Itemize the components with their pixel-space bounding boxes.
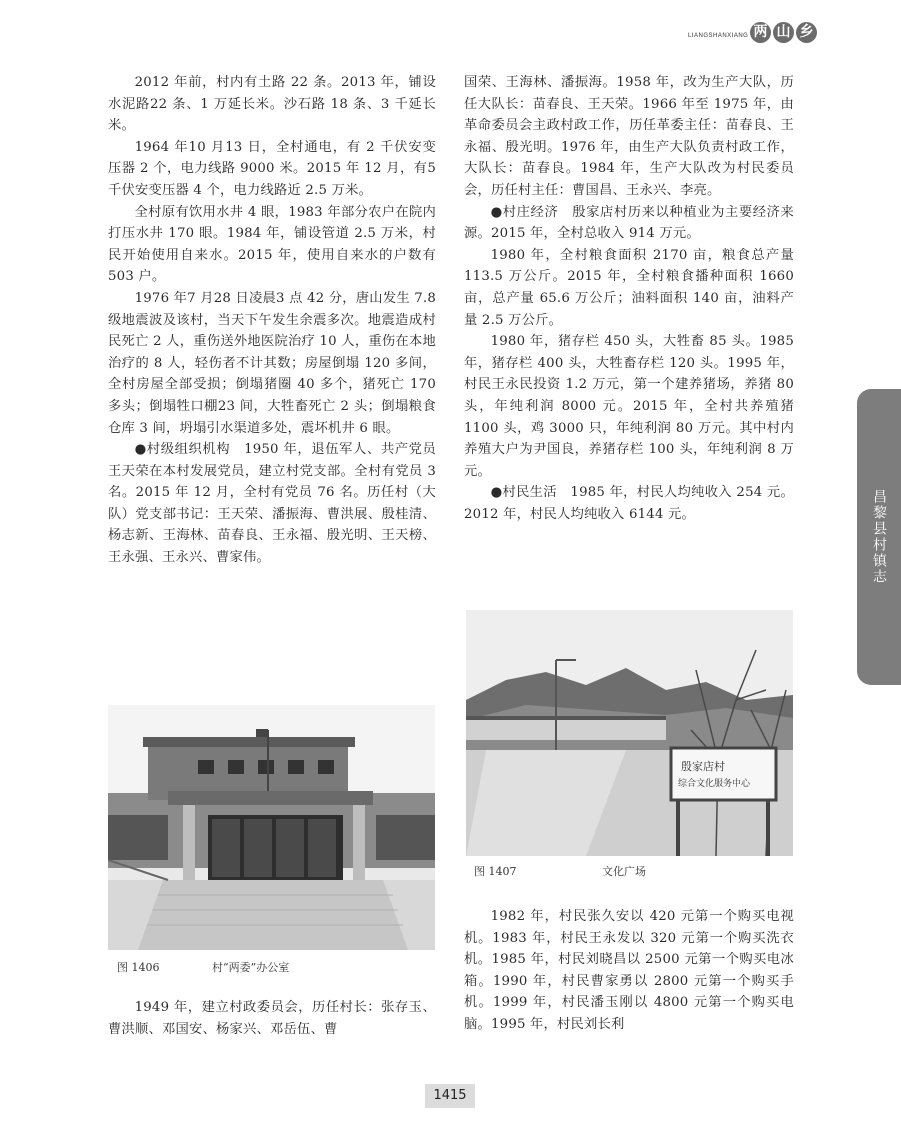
paragraph-economy: ●村庄经济 殷家店村历来以种植业为主要经济来源。2015 年，全村总收入 914 万元。 <box>464 204 794 242</box>
header-badge-liang: 两 <box>750 22 771 43</box>
side-tab-book-title: 昌黎县村镇志 <box>857 389 901 685</box>
header-title-badges <box>750 22 817 43</box>
paragraph-village-heads: 1949 年，建立村政委员会，历任村长：张存玉、曹洪顺、邓国安、杨家兴、邓岳伍、曹 <box>108 1000 436 1037</box>
paragraph-electricity: 1964 年10 月13 日，全村通电，有 2 千伏安变压器 2 个，电力线路 9000 米。2015 年 12 月，有5 千伏安变压器 4 个，电力线路近 2.5 万米。 <box>108 139 436 198</box>
sign-village-name: 殷家店村 <box>681 760 725 773</box>
left-column-text <box>108 72 436 569</box>
paragraph-appliances: 1982 年，村民张久安以 420 元第一个购买电视机。1983 年，村民王永发以 320 元第一个购买洗衣机。1985 年，村民刘晓昌以 2500 元第一个购买电冰箱。1990 年，村民曹家勇以 2800 元第一个购买手机。1999 年，村民潘玉刚以 4800 元第一个购买电脑。1995 年，村民刘长利 <box>464 909 794 1032</box>
figure-1406-number: 图 1406 <box>117 961 160 974</box>
figure-1407-number: 图 1407 <box>474 865 517 878</box>
paragraph-livestock: 1980 年，猪存栏 450 头，大牲畜 85 头。1985 年，猪存栏 400 头，大牲畜存栏 120 头。1995 年，村民王永民投资 1.2 万元，第一个建养猪场，养猪 80 头，年纯利润 8000 元。2015 年，全村共养殖猪 1100 头，鸡 3000 只，年纯利润 80 万元。其中村内养殖大户为尹国良，养猪存栏 100 头，年纯利润 8 万元。 <box>464 334 794 479</box>
paragraph-organization: ●村级组织机构 1950 年，退伍军人、共产党员王天荣在本村发展党员，建立村党支部。全村有党员 3 名。2015 年 12 月，全村有党员 76 名。历任村（大队）党支部书记：王天荣、潘振海、曹洪展、殷桂清、杨志新、王海林、苗春良、王永福、殷光明、王天榜、王永强、王永兴、曹家伟。 <box>108 442 436 566</box>
page-number: 1415 <box>425 1084 475 1108</box>
paragraph-roads: 2012 年前，村内有土路 22 条。2013 年，铺设水泥路22 条、1 万延长米。沙石路 18 条、3 千延长米。 <box>108 75 436 134</box>
left-column-text-bottom <box>108 997 436 1040</box>
paragraph-grain: 1980 年，全村粮食面积 2170 亩，粮食总产量 113.5 万公斤。2015 年，全村粮食播种面积 1660 亩，总产量 65.6 万公斤；油料面积 140 亩，油料产量 2.5 万公斤。 <box>464 247 794 328</box>
paragraph-earthquake: 1976 年7 月28 日凌晨3 点 42 分，唐山发生 7.8 级地震波及该村，当天下午发生余震多次。地震造成村民死亡 2 人，重伤送外地医院治疗 10 人，重伤在本地治疗的 8 人，轻伤者不计其数；房屋倒塌 120 多间，全村房屋全部受损；倒塌猪圈 40 多个，猪死亡 170 多头；倒塌牲口棚23 间，大牲畜死亡 2 头；倒塌粮食仓库 3 间，坍塌引水渠道多处，震坏机井 6 眼。 <box>108 290 436 436</box>
photo-village-office <box>108 705 435 950</box>
header-badge-shan: 山 <box>773 22 794 43</box>
photo-cultural-square <box>466 610 793 856</box>
right-column-text-bottom <box>464 906 794 1036</box>
header-latin-title: LIANGSHANXIANG <box>688 33 749 39</box>
paragraph-water: 全村原有饮用水井 4 眼，1983 年部分农户在院内打压水井 170 眼。1984 年，铺设管道 2.5 万米，村民开始使用自来水。2015 年，使用自来水的户数有 503 户。 <box>108 204 436 285</box>
figure-1406-caption: 村“两委”办公室 <box>212 961 290 974</box>
figure-1407-caption: 文化广场 <box>602 865 646 878</box>
header-badge-xiang: 乡 <box>796 22 817 43</box>
paragraph-village-heads-continued: 国荣、王海林、潘振海。1958 年，改为生产大队，历任大队长：苗春良、王天荣。1966 年至 1975 年，由革命委员会主政村政工作，历任革委主任：苗春良、王永福、殷光明。1976 年，由生产大队负责村政工作，大队长：苗春良。1984 年，生产大队改为村民委员会，历任村主任：曹国昌、王永兴、李亮。 <box>464 75 794 198</box>
right-column-text <box>464 72 794 525</box>
sign-center-name: 综合文化服务中心 <box>678 779 751 789</box>
paragraph-living: ●村民生活 1985 年，村民人均纯收入 254 元。2012 年，村民人均纯收入 6144 元。 <box>464 485 794 522</box>
